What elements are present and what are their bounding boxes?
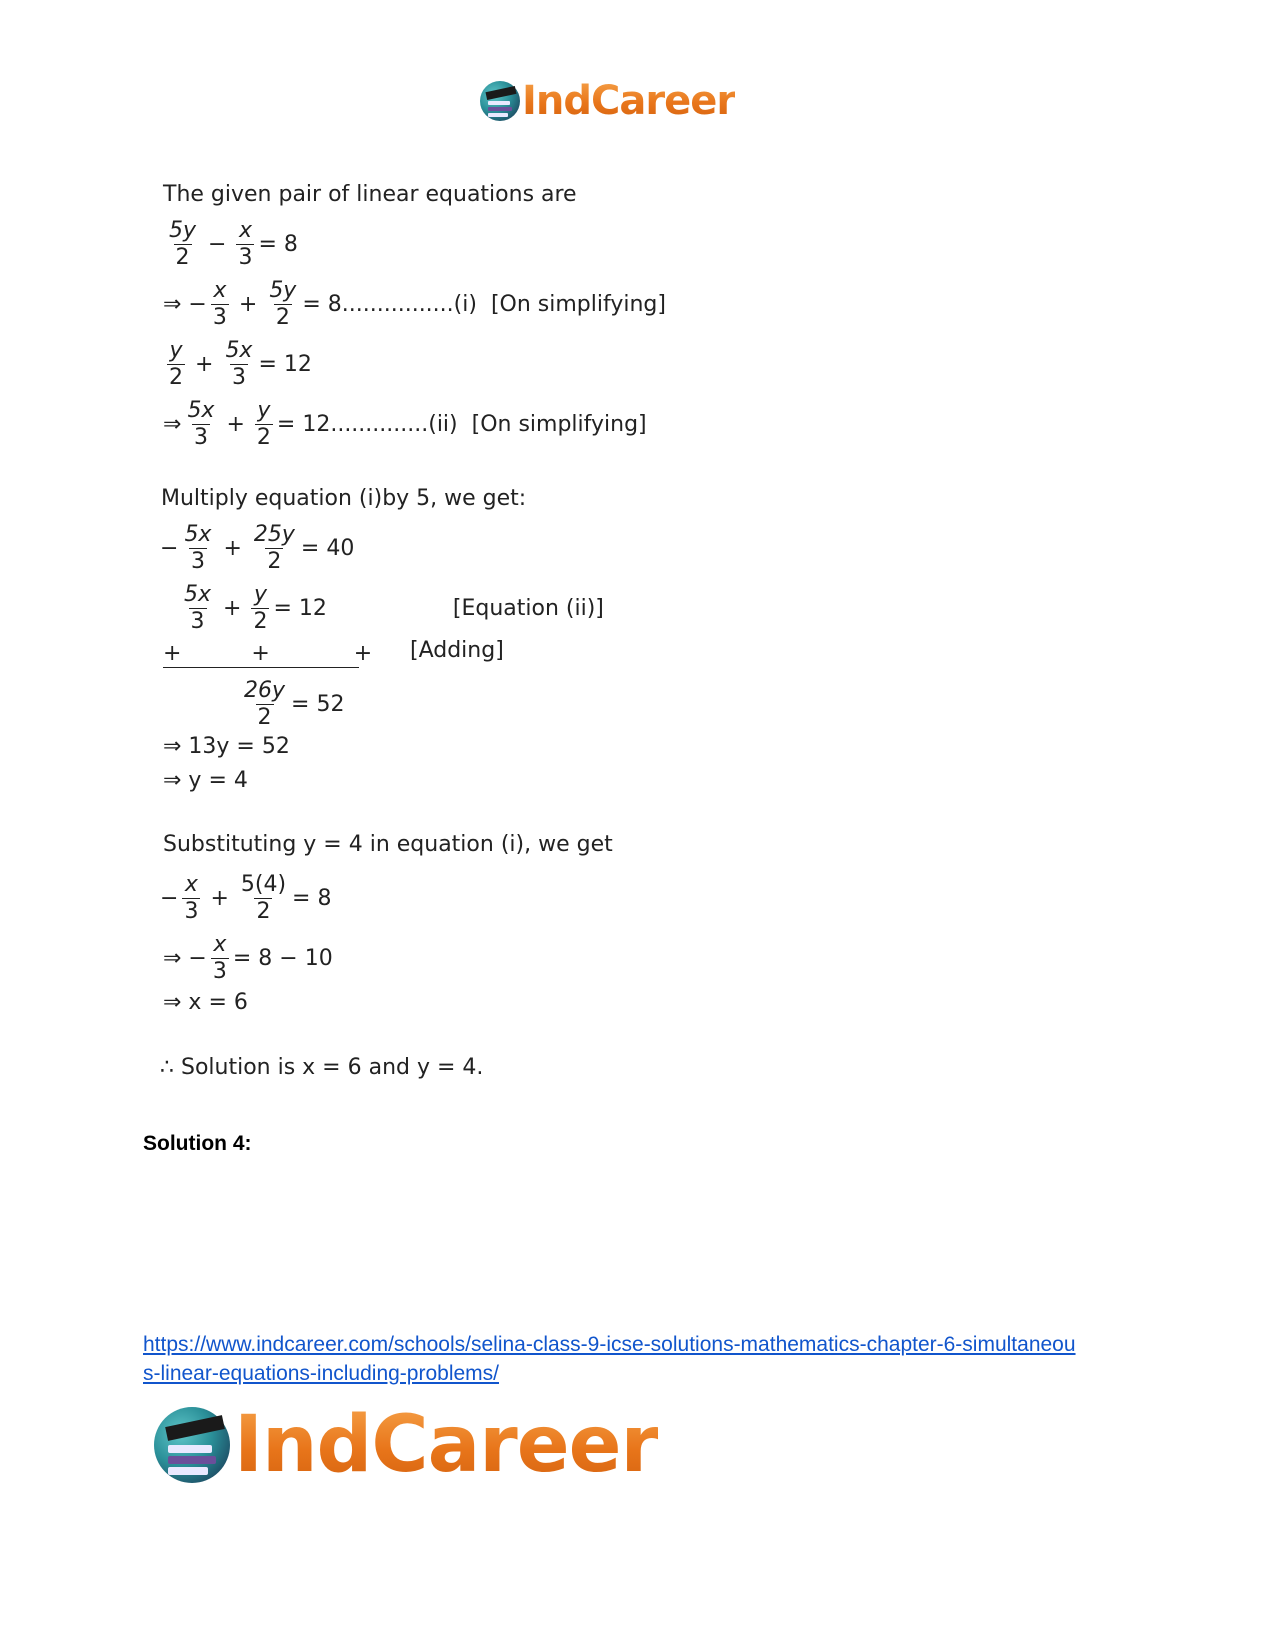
adding-note: [Adding] <box>410 638 504 663</box>
header-logo-text: IndCareer <box>522 78 736 124</box>
result-x: ⇒ x = 6 <box>163 990 248 1015</box>
footer-logo <box>154 1400 658 1490</box>
equation-2-simplified: ⇒ $\frac{5x}{3}$ + $\frac{y}{2}$ = 12..............(ii) [On simplifying] <box>163 398 647 450</box>
result-y: ⇒ y = 4 <box>163 768 248 793</box>
result-13y: ⇒ 13y = 52 <box>163 734 290 759</box>
footer-logo-text: IndCareer <box>234 1400 658 1490</box>
solution-heading: Solution 4: <box>143 1132 252 1155</box>
simplified-substitution: ⇒ − $\frac{x}{3}$ = 8 − 10 <box>163 932 333 984</box>
substitution-text: Substituting y = 4 in equation (i), we get <box>163 832 613 857</box>
equation-1: $\frac{5y}{2}$ − $\frac{x}{3}$ = 8 <box>169 218 298 270</box>
graduation-globe-logo-icon <box>154 1407 230 1483</box>
equation-1-simplified: ⇒ − $\frac{x}{3}$ + $\frac{5y}{2}$ = 8................(i) [On simplifying] <box>163 278 666 330</box>
source-link[interactable]: https://www.indcareer.com/schools/selina-class-9-icse-solutions-mathematics-chapter-6-simultaneous-linear-equations-including-problems/ <box>143 1333 1076 1385</box>
adding-signs: + + + <box>163 641 373 666</box>
multiplied-equation: − $\frac{5x}{3}$ + $\frac{25y}{2}$ = 40 <box>160 522 355 574</box>
equation-ii-restated: $\frac{5x}{3}$ + $\frac{y}{2}$ = 12 [Equation (ii)] <box>184 582 604 634</box>
multiply-text: Multiply equation (i)by 5, we get: <box>161 486 527 511</box>
sum-equation: $\frac{26y}{2}$ = 52 <box>244 678 345 730</box>
header-logo <box>480 78 735 124</box>
substituted-equation: − $\frac{x}{3}$ + $\frac{5(4)}{2}$ = 8 <box>160 872 332 924</box>
sum-rule <box>163 667 359 668</box>
equation-2: $\frac{y}{2}$ + $\frac{5x}{3}$ = 12 <box>169 338 312 390</box>
conclusion-text: ∴ Solution is x = 6 and y = 4. <box>160 1055 484 1080</box>
intro-text: The given pair of linear equations are <box>163 182 577 207</box>
graduation-globe-logo-icon <box>480 81 520 121</box>
